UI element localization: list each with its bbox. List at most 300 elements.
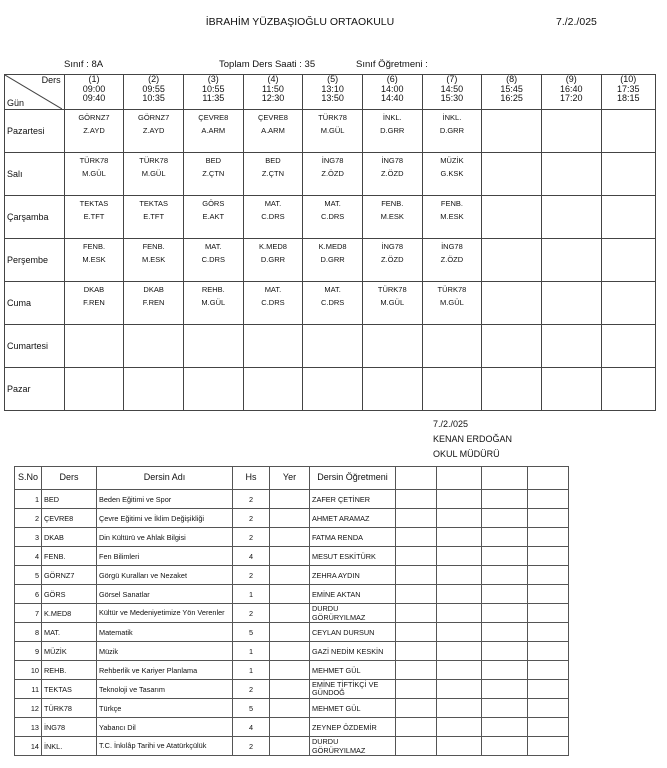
- schedule-day-row: [5, 239, 656, 282]
- lesson-code: BED: [205, 156, 221, 165]
- course-row: [15, 547, 569, 566]
- schedule-cell: [482, 368, 542, 411]
- lesson-teacher: E.TFT: [83, 212, 105, 221]
- lesson-code: ÇEVRE8: [257, 113, 288, 122]
- col-code-header: Ders: [42, 467, 97, 490]
- empty-cell: [482, 585, 528, 604]
- col-place-header: Yer: [270, 467, 310, 490]
- course-code: TÜRK78: [42, 699, 97, 718]
- course-number: 3: [15, 528, 42, 547]
- course-place: [270, 737, 310, 756]
- schedule-cell: [64, 110, 124, 153]
- schedule-cell: [601, 196, 655, 239]
- schedule-cell: [362, 325, 422, 368]
- course-teacher: GAZİ NEDİM KESKİN: [310, 642, 396, 661]
- schedule-cell: [64, 196, 124, 239]
- empty-cell: [528, 490, 569, 509]
- day-name: Pazar: [5, 368, 65, 411]
- course-row: [15, 566, 569, 585]
- course-name: Türkçe: [97, 699, 233, 718]
- course-number: 9: [15, 642, 42, 661]
- total-hours-label: Toplam Ders Saati : 35: [219, 59, 316, 70]
- schedule-cell: [482, 325, 542, 368]
- empty-cell: [396, 642, 437, 661]
- empty-cell: [437, 699, 482, 718]
- course-teacher: MESUT ESKİTÜRK: [310, 547, 396, 566]
- schedule-cell: [183, 325, 243, 368]
- empty-cell: [396, 680, 437, 699]
- empty-cell: [437, 547, 482, 566]
- schedule-cell: [124, 325, 184, 368]
- course-teacher: MEHMET GÜL: [310, 661, 396, 680]
- period-number: (8): [506, 74, 518, 84]
- schedule-cell: [303, 239, 363, 282]
- period-start-time: 14:00: [381, 83, 404, 94]
- period-header: [243, 75, 303, 110]
- schedule-cell: [64, 325, 124, 368]
- course-code: MAT.: [42, 623, 97, 642]
- course-code: GÖRS: [42, 585, 97, 604]
- lesson-teacher: C.DRS: [320, 298, 345, 307]
- lesson-teacher: M.ESK: [440, 212, 464, 221]
- course-teacher: MEHMET GÜL: [310, 699, 396, 718]
- empty-cell: [437, 490, 482, 509]
- schedule-cell: [362, 110, 422, 153]
- empty-cell: [528, 718, 569, 737]
- empty-cell: [396, 699, 437, 718]
- lesson-teacher: M.GÜL: [141, 169, 166, 178]
- empty-cell: [528, 509, 569, 528]
- course-number: 12: [15, 699, 42, 718]
- course-teacher: EMİNE TİFTİKÇİ VE GÜNDOĞ: [310, 680, 396, 699]
- lesson-teacher: D.GRR: [380, 126, 405, 135]
- course-place: [270, 509, 310, 528]
- lesson-code: DKAB: [143, 285, 164, 294]
- empty-cell: [437, 467, 482, 490]
- schedule-cell: [183, 282, 243, 325]
- period-header: [64, 75, 124, 110]
- schedule-day-row: [5, 325, 656, 368]
- course-place: [270, 547, 310, 566]
- schedule-cell: [124, 110, 184, 153]
- course-code: MÜZİK: [42, 642, 97, 661]
- empty-cell: [396, 467, 437, 490]
- course-number: 8: [15, 623, 42, 642]
- empty-cell: [396, 623, 437, 642]
- course-code: BED: [42, 490, 97, 509]
- schedule-cell: [243, 368, 303, 411]
- course-number: 14: [15, 737, 42, 756]
- schedule-cell: [482, 239, 542, 282]
- lesson-code: K.MED8: [258, 242, 287, 251]
- period-header: [362, 75, 422, 110]
- schedule-cell: [362, 282, 422, 325]
- period-start-time: 14:50: [440, 83, 464, 94]
- schedule-cell: [601, 325, 655, 368]
- empty-cell: [528, 680, 569, 699]
- empty-cell: [437, 737, 482, 756]
- lesson-teacher: C.DRS: [320, 212, 345, 221]
- course-row: [15, 680, 569, 699]
- course-name: Görsel Sanatlar: [97, 585, 233, 604]
- lesson-teacher: C.DRS: [261, 298, 285, 307]
- period-number: (4): [267, 74, 279, 84]
- principal-title: OKUL MÜDÜRÜ: [433, 449, 500, 459]
- empty-cell: [396, 547, 437, 566]
- empty-cell: [528, 547, 569, 566]
- day-name: Perşembe: [5, 239, 65, 282]
- empty-cell: [437, 661, 482, 680]
- empty-cell: [528, 467, 569, 490]
- lesson-code: TÜRK78: [318, 113, 347, 122]
- schedule-cell: [124, 282, 184, 325]
- schedule-cell: [64, 368, 124, 411]
- lesson-teacher: M.ESK: [141, 255, 166, 264]
- schedule-cell: [541, 239, 601, 282]
- lesson-teacher: F.REN: [83, 298, 105, 307]
- schedule-day-row: [5, 368, 656, 411]
- empty-cell: [396, 490, 437, 509]
- lesson-code: K.MED8: [318, 242, 347, 251]
- lesson-code: FENB.: [82, 242, 106, 251]
- schedule-cell: [183, 196, 243, 239]
- schedule-day-row: [5, 153, 656, 196]
- course-row: [15, 604, 569, 623]
- empty-cell: [437, 566, 482, 585]
- lesson-code: İNG78: [321, 156, 344, 165]
- lesson-code: REHB.: [201, 285, 225, 294]
- course-number: 11: [15, 680, 42, 699]
- course-name: Fen Bilimleri: [97, 547, 233, 566]
- schedule-cell: [541, 368, 601, 411]
- lesson-teacher: Z.ÖZD: [321, 169, 344, 178]
- lesson-teacher: C.DRS: [201, 255, 225, 264]
- schedule-cell: [64, 239, 124, 282]
- period-end-time: 18:15: [617, 93, 640, 103]
- course-name: Matematik: [97, 623, 233, 642]
- empty-cell: [437, 528, 482, 547]
- empty-cell: [528, 585, 569, 604]
- empty-cell: [437, 680, 482, 699]
- period-number: (6): [386, 74, 398, 84]
- day-name: Çarşamba: [5, 196, 65, 239]
- course-code: K.MED8: [42, 604, 97, 623]
- empty-cell: [437, 623, 482, 642]
- course-row: [15, 509, 569, 528]
- period-start-time: 15:45: [500, 83, 523, 94]
- course-teacher: ZAFER ÇETİNER: [310, 490, 396, 509]
- lesson-teacher: M.GÜL: [82, 169, 106, 178]
- schedule-cell: [541, 110, 601, 153]
- lesson-teacher: D.GRR: [260, 255, 286, 264]
- schedule-cell: [601, 368, 655, 411]
- lesson-code: MAT.: [324, 199, 341, 208]
- course-place: [270, 490, 310, 509]
- period-start-time: 16:40: [559, 83, 583, 94]
- lesson-code: MAT.: [324, 285, 341, 294]
- schedule-cell: [64, 282, 124, 325]
- period-number: (10): [620, 74, 637, 84]
- course-place: [270, 528, 310, 547]
- period-header: [124, 75, 184, 110]
- course-number: 5: [15, 566, 42, 585]
- signature-date: 7./2./025: [433, 419, 469, 429]
- empty-cell: [528, 737, 569, 756]
- empty-cell: [528, 661, 569, 680]
- course-hours: 4: [233, 547, 270, 566]
- period-number: (1): [88, 74, 100, 84]
- course-place: [270, 585, 310, 604]
- lesson-teacher: G.KSK: [440, 169, 464, 178]
- document-date: 7./2./025: [556, 16, 597, 28]
- day-name: Salı: [5, 153, 65, 196]
- schedule-day-row: [5, 282, 656, 325]
- lesson-code: ÇEVRE8: [198, 113, 229, 122]
- course-place: [270, 642, 310, 661]
- schedule-cell: [124, 239, 184, 282]
- schedule-cell: [482, 153, 542, 196]
- schedule-cell: [422, 196, 482, 239]
- course-row: [15, 699, 569, 718]
- lesson-code: GÖRNZ7: [138, 113, 170, 122]
- period-header: [541, 75, 601, 110]
- period-number: (7): [446, 74, 458, 84]
- schedule-cell: [541, 325, 601, 368]
- empty-cell: [482, 642, 528, 661]
- day-name: Cuma: [5, 282, 65, 325]
- empty-cell: [396, 566, 437, 585]
- course-place: [270, 604, 310, 623]
- course-number: 4: [15, 547, 42, 566]
- lesson-code: TÜRK78: [437, 285, 467, 294]
- schedule-cell: [422, 325, 482, 368]
- course-teacher: DURDU GÖRÜRYILMAZ: [310, 604, 396, 623]
- schedule-day-row: [5, 110, 656, 153]
- schedule-cell: [303, 196, 363, 239]
- period-end-time: 13:50: [321, 93, 344, 103]
- empty-cell: [437, 585, 482, 604]
- corner-days-label: Gün: [7, 97, 25, 108]
- schedule-cell: [183, 153, 243, 196]
- course-row: [15, 623, 569, 642]
- course-number: 13: [15, 718, 42, 737]
- schedule-header-row: [5, 75, 656, 110]
- empty-cell: [482, 661, 528, 680]
- course-name: Rehberlik ve Kariyer Planlama: [97, 661, 233, 680]
- course-name: Kültür ve Medeniyetimize Yön Verenler: [97, 604, 233, 623]
- lesson-teacher: M.ESK: [380, 212, 404, 221]
- empty-cell: [437, 509, 482, 528]
- lesson-code: GÖRNZ7: [78, 113, 110, 122]
- course-name: Müzik: [97, 642, 233, 661]
- schedule-cell: [601, 153, 655, 196]
- schedule-cell: [303, 368, 363, 411]
- lesson-code: İNG78: [381, 156, 404, 165]
- schedule-cell: [243, 110, 303, 153]
- course-hours: 1: [233, 642, 270, 661]
- day-name: Cumartesi: [5, 325, 65, 368]
- schedule-cell: [541, 196, 601, 239]
- course-code: İNG78: [42, 718, 97, 737]
- course-hours: 2: [233, 528, 270, 547]
- lesson-code: TEKTAS: [79, 199, 109, 208]
- period-end-time: 16:25: [500, 93, 523, 103]
- period-header: [601, 75, 655, 110]
- schedule-cell: [422, 110, 482, 153]
- lesson-code: DKAB: [83, 285, 105, 294]
- lesson-code: FENB.: [381, 199, 404, 208]
- lesson-teacher: Z.ÇTN: [202, 169, 225, 178]
- course-row: [15, 490, 569, 509]
- schedule-cell: [303, 282, 363, 325]
- schedule-cell: [482, 110, 542, 153]
- lesson-teacher: E.AKT: [202, 212, 225, 221]
- lesson-teacher: Z.ÖZD: [381, 255, 404, 264]
- schedule-cell: [303, 153, 363, 196]
- empty-cell: [437, 642, 482, 661]
- course-number: 6: [15, 585, 42, 604]
- col-name-header: Dersin Adı: [97, 467, 233, 490]
- course-name: T.C. İnkılâp Tarihi ve Atatürkçülük: [97, 737, 233, 756]
- schedule-cell: [243, 153, 303, 196]
- empty-cell: [396, 737, 437, 756]
- course-place: [270, 566, 310, 585]
- course-hours: 2: [233, 737, 270, 756]
- course-teacher: ZEYNEP ÖZDEMİR: [310, 718, 396, 737]
- period-end-time: 17:20: [559, 93, 583, 103]
- lesson-code: İNG78: [381, 242, 404, 251]
- schedule-cell: [243, 196, 303, 239]
- schedule-cell: [601, 239, 655, 282]
- col-teacher-header: Dersin Öğretmeni: [310, 467, 396, 490]
- course-teacher: CEYLAN DURSUN: [310, 623, 396, 642]
- lesson-teacher: M.GÜL: [201, 298, 226, 307]
- lesson-code: TEKTAS: [139, 199, 168, 208]
- schedule-cell: [243, 325, 303, 368]
- lesson-teacher: M.GÜL: [320, 126, 345, 135]
- schedule-cell: [422, 239, 482, 282]
- lesson-teacher: D.GRR: [439, 126, 464, 135]
- school-name: İBRAHİM YÜZBAŞIOĞLU ORTAOKULU: [205, 16, 395, 28]
- empty-cell: [482, 528, 528, 547]
- course-row: [15, 528, 569, 547]
- lesson-teacher: Z.AYD: [83, 126, 105, 135]
- lesson-code: BED: [265, 156, 281, 165]
- course-teacher: FATMA RENDA: [310, 528, 396, 547]
- lesson-code: FENB.: [142, 242, 165, 251]
- course-name: Beden Eğitimi ve Spor: [97, 490, 233, 509]
- lesson-teacher: Z.ÇTN: [261, 169, 284, 178]
- schedule-cell: [183, 368, 243, 411]
- course-hours: 2: [233, 604, 270, 623]
- class-teacher-label: Sınıf Öğretmeni :: [356, 59, 428, 70]
- course-code: REHB.: [42, 661, 97, 680]
- class-label: Sınıf : 8A: [64, 59, 104, 70]
- day-name: Pazartesi: [5, 110, 65, 153]
- schedule-cell: [243, 239, 303, 282]
- period-start-time: 13:10: [321, 83, 344, 94]
- lesson-teacher: F.REN: [142, 298, 165, 307]
- course-place: [270, 623, 310, 642]
- schedule-cell: [64, 153, 124, 196]
- col-hours-header: Hs: [233, 467, 270, 490]
- empty-cell: [396, 509, 437, 528]
- lesson-teacher: Z.ÖZD: [381, 169, 404, 178]
- course-number: 1: [15, 490, 42, 509]
- period-number: (2): [148, 74, 160, 84]
- period-number: (3): [207, 74, 219, 84]
- lesson-code: TÜRK78: [377, 285, 407, 294]
- course-hours: 4: [233, 718, 270, 737]
- course-row: [15, 718, 569, 737]
- empty-cell: [528, 699, 569, 718]
- course-code: FENB.: [42, 547, 97, 566]
- empty-cell: [482, 467, 528, 490]
- period-end-time: 15:30: [440, 93, 464, 103]
- course-teacher: EMİNE AKTAN: [310, 585, 396, 604]
- course-name: Teknoloji ve Tasarım: [97, 680, 233, 699]
- lesson-teacher: E.TFT: [143, 212, 165, 221]
- course-code: DKAB: [42, 528, 97, 547]
- course-hours: 2: [233, 680, 270, 699]
- course-place: [270, 699, 310, 718]
- empty-cell: [528, 566, 569, 585]
- lesson-code: MAT.: [264, 285, 282, 294]
- period-end-time: 09:40: [82, 93, 106, 103]
- lesson-teacher: C.DRS: [261, 212, 285, 221]
- course-hours: 2: [233, 509, 270, 528]
- lesson-teacher: Z.ÖZD: [440, 255, 464, 264]
- period-start-time: 11:50: [262, 83, 284, 94]
- course-teacher: DURDU GÖRÜRYILMAZ: [310, 737, 396, 756]
- empty-cell: [482, 718, 528, 737]
- course-number: 10: [15, 661, 42, 680]
- empty-cell: [396, 585, 437, 604]
- course-code: GÖRNZ7: [42, 566, 97, 585]
- period-header: [303, 75, 363, 110]
- empty-cell: [437, 604, 482, 623]
- course-hours: 2: [233, 490, 270, 509]
- course-code: ÇEVRE8: [42, 509, 97, 528]
- lesson-teacher: Z.AYD: [142, 126, 165, 135]
- lesson-code: MÜZİK: [440, 156, 464, 165]
- course-code: İNKL.: [42, 737, 97, 756]
- lesson-code: GÖRS: [202, 199, 225, 208]
- course-place: [270, 680, 310, 699]
- lesson-code: MAT.: [264, 199, 282, 208]
- empty-cell: [528, 604, 569, 623]
- course-hours: 5: [233, 623, 270, 642]
- empty-cell: [482, 509, 528, 528]
- schedule-cell: [422, 368, 482, 411]
- course-name: Çevre Eğitimi ve İklim Değişikliği: [97, 509, 233, 528]
- schedule-cell: [541, 282, 601, 325]
- course-code: TEKTAS: [42, 680, 97, 699]
- lesson-teacher: A.ARM: [201, 126, 226, 135]
- empty-cell: [528, 623, 569, 642]
- course-row: [15, 661, 569, 680]
- lesson-code: İNKL.: [382, 113, 402, 122]
- period-header: [422, 75, 482, 110]
- schedule-cell: [422, 153, 482, 196]
- course-hours: 1: [233, 585, 270, 604]
- lesson-code: FENB.: [440, 199, 463, 208]
- schedule-cell: [601, 282, 655, 325]
- corner-lessons-label: Ders: [41, 75, 61, 85]
- course-row: [15, 737, 569, 756]
- period-end-time: 14:40: [381, 93, 404, 103]
- empty-cell: [396, 528, 437, 547]
